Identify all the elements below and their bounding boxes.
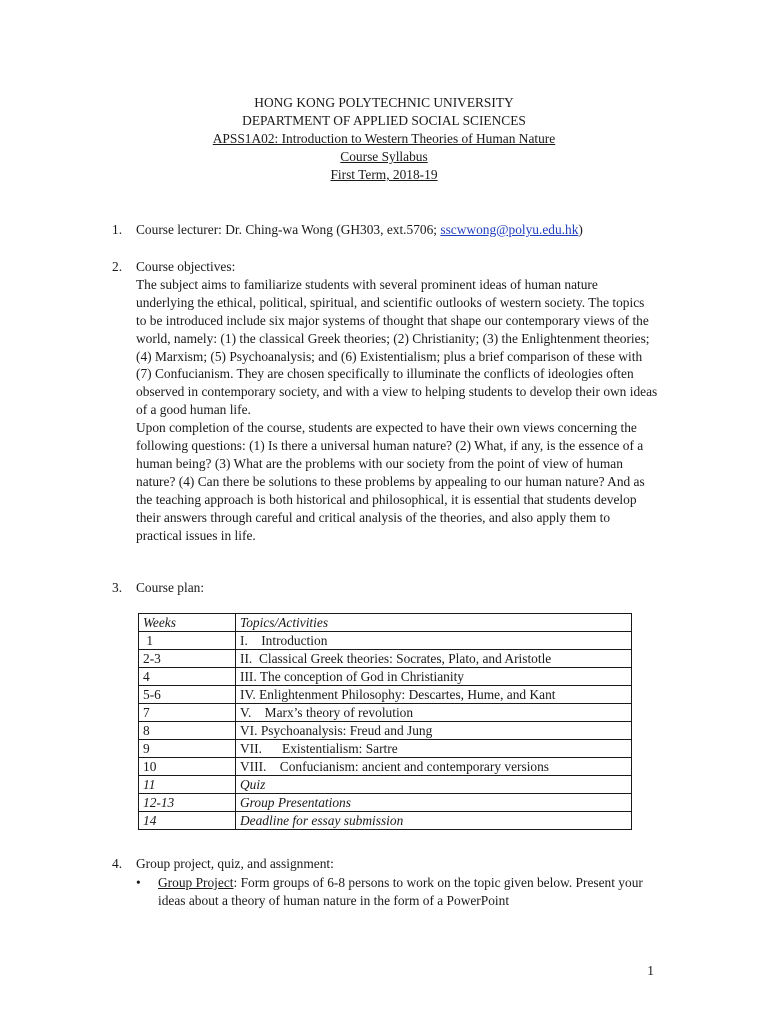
university-name: HONG KONG POLYTECHNIC UNIVERSITY <box>254 95 514 110</box>
week-cell: 10 <box>139 758 236 776</box>
topic-cell: VII. Existentialism: Sartre <box>236 740 632 758</box>
table-row <box>139 776 632 794</box>
table-row <box>139 812 632 830</box>
section-number: 1. <box>112 222 123 237</box>
topic-cell: VIII. Confucianism: ancient and contemporary versions <box>236 758 632 776</box>
topic-cell: IV. Enlightenment Philosophy: Descartes, Hume, and Kant <box>236 686 632 704</box>
table-header-topics: Topics/Activities <box>236 614 632 632</box>
objectives-paragraph-1: The subject aims to familiarize students with several prominent ideas of human nature underlying the ethical, political, spiritual, and scientific outlooks of western society. The topics to be introduced include six major systems of thought that shape our contemporary views of the world, namely: (1) the classical Greek theories; (2) Christianity; (3) the Enlightenment theories; (4) Marxism; (5) Psychoanalysis; and (6) Existentialism; plus a brief comparison of these with (7) Confucianism. They are chosen specifically to illuminate the conflicts of ideologies often observed in contemporary society, and with a view to helping students to develop their own ideas of a good human life. <box>136 276 658 418</box>
week-cell: 14 <box>139 812 236 830</box>
week-cell: 1 <box>139 632 236 650</box>
week-cell: 11 <box>139 776 236 794</box>
week-cell: 8 <box>139 722 236 740</box>
section-number: 3. <box>112 580 123 595</box>
section-number: 4. <box>112 856 123 871</box>
topic-cell: II. Classical Greek theories: Socrates, Plato, and Aristotle <box>236 650 632 668</box>
group-project-description: : Form groups of 6-8 persons to work on the topic given below. Present your ideas about a theory of human nature in the form of a PowerPoint <box>158 875 643 908</box>
topic-cell: Deadline for essay submission <box>236 812 632 830</box>
table-row <box>139 758 632 776</box>
term: First Term, 2018-19 <box>330 167 438 182</box>
week-cell: 5-6 <box>139 686 236 704</box>
lecturer-line <box>136 221 672 239</box>
department-name: DEPARTMENT OF APPLIED SOCIAL SCIENCES <box>242 113 526 128</box>
week-cell: 4 <box>139 668 236 686</box>
objectives-heading: Course objectives: <box>136 259 236 274</box>
course-plan-heading: Course plan: <box>136 580 205 595</box>
week-cell: 9 <box>139 740 236 758</box>
lecturer-text-end: ) <box>578 222 583 237</box>
bullet-icon: • <box>136 875 141 890</box>
table-header-row <box>139 614 632 632</box>
topic-cell: I. Introduction <box>236 632 632 650</box>
document-header <box>0 94 768 184</box>
course-plan-table <box>138 613 632 830</box>
topic-cell: Group Presentations <box>236 794 632 812</box>
lecturer-email-link[interactable]: sscwwong@polyu.edu.hk <box>440 222 579 237</box>
group-project-label: Group Project <box>158 875 234 890</box>
page-number: 1 <box>647 963 654 978</box>
table-row <box>139 686 632 704</box>
week-cell: 2-3 <box>139 650 236 668</box>
table-row <box>139 650 632 668</box>
week-cell: 12-13 <box>139 794 236 812</box>
objectives-paragraph-2: Upon completion of the course, students are expected to have their own views concerning the following questions: (1) Is there a universal human nature? (2) What, if any, is the essence of a human being? (3) What are the problems with our society from the point of view of human nature? (4) Can there be solutions to these problems by appealing to our human nature? And as the teaching approach is both historical and philosophical, it is essential that students develop their answers through careful and critical analysis of the theories, and also apply them to practical issues in life. <box>136 420 645 543</box>
table-row <box>139 740 632 758</box>
section-number: 2. <box>112 259 123 274</box>
table-header-weeks: Weeks <box>139 614 236 632</box>
objectives-body <box>136 258 658 545</box>
topic-cell: VI. Psychoanalysis: Freud and Jung <box>236 722 632 740</box>
topic-cell: III. The conception of God in Christianity <box>236 668 632 686</box>
topic-cell: V. Marx’s theory of revolution <box>236 704 632 722</box>
topic-cell: Quiz <box>236 776 632 794</box>
table-row <box>139 722 632 740</box>
document-type: Course Syllabus <box>340 149 428 164</box>
week-cell: 7 <box>139 704 236 722</box>
table-row <box>139 794 632 812</box>
lecturer-text: Course lecturer: Dr. Ching-wa Wong (GH303, ext.5706; <box>136 222 441 237</box>
table-row <box>139 632 632 650</box>
course-title: APSS1A02: Introduction to Western Theories of Human Nature <box>212 131 556 146</box>
table-row <box>139 668 632 686</box>
group-project-heading: Group project, quiz, and assignment: <box>136 856 334 871</box>
table-row <box>139 704 632 722</box>
bullet-text <box>158 874 668 910</box>
